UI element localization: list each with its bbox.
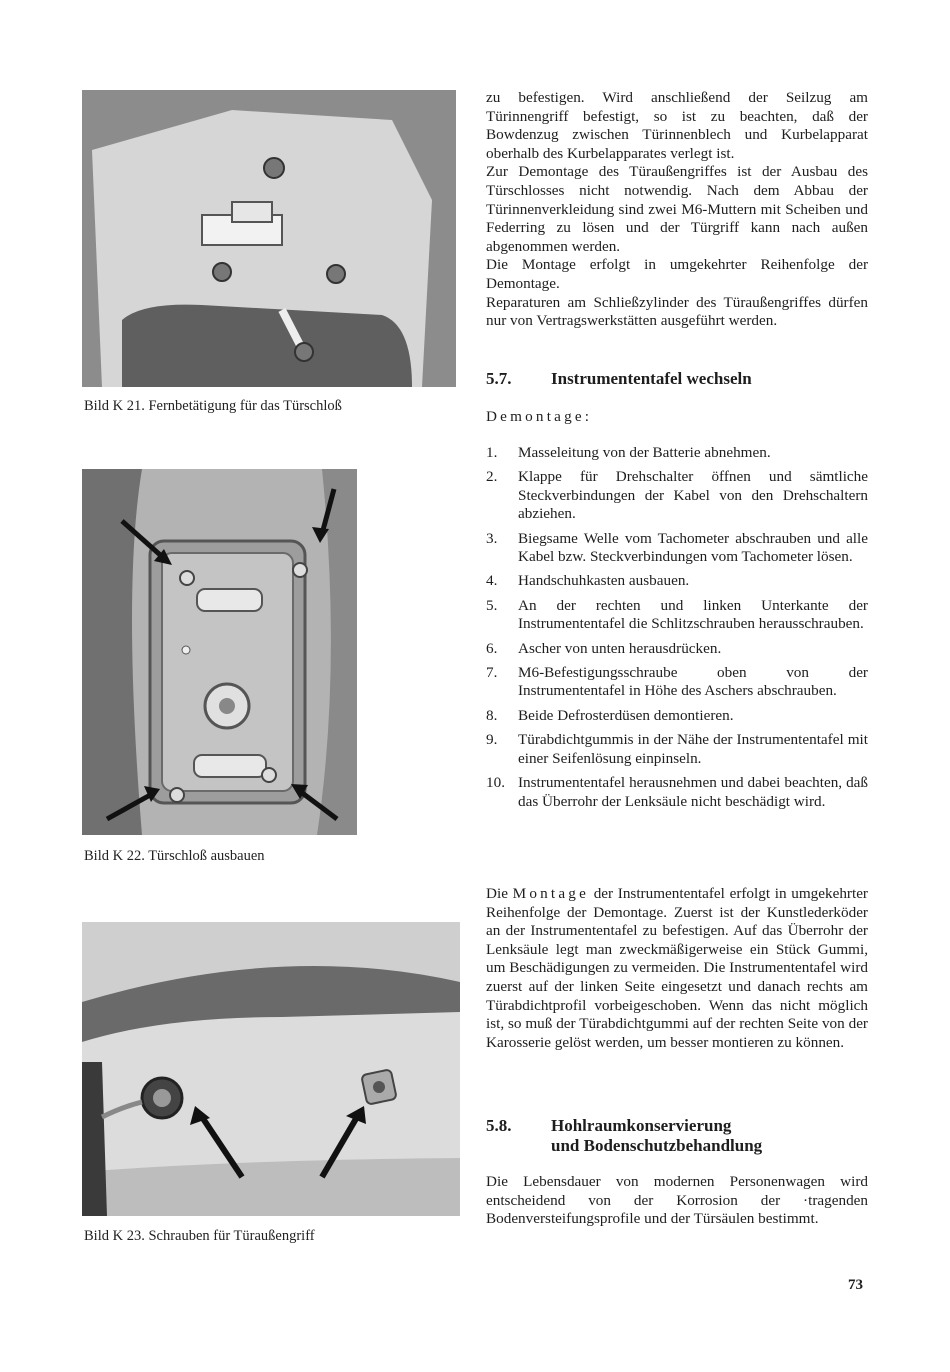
section-58-text <box>486 1173 868 1229</box>
step-text: Biegsame Welle vom Tachometer abschrauben und alle Kabel bzw. Steckverbindungen vom Tachometer lösen. <box>518 529 868 566</box>
montage-paragraph <box>486 885 868 1052</box>
intro-text <box>486 89 868 331</box>
step-text: Masseleitung von der Batterie abnehmen. <box>518 444 771 461</box>
montage-lead: Die <box>486 885 508 902</box>
step-text: Beide Defrosterdüsen demontieren. <box>518 706 734 724</box>
step-text: Handschuhkasten ausbauen. <box>518 572 690 590</box>
section-title <box>551 1116 762 1156</box>
step-text: Ascher von unten herausdrücken. <box>518 639 722 657</box>
step-text: Türabdichtgummis in der Nähe der Instrumententafel mit einer Seifenlösung einpinseln. <box>518 731 868 767</box>
montage-text <box>486 885 868 1052</box>
step-number: 7. <box>486 664 498 682</box>
step-item <box>486 530 868 567</box>
figure-k22-caption: Bild K 22. Türschloß ausbauen <box>84 848 265 864</box>
step-number: 6. <box>486 639 498 657</box>
step-item <box>486 707 868 725</box>
step-number: 9. <box>486 731 498 749</box>
step-text: Instrumententafel herausnehmen und dabei beachten, daß das Überrohr der Lenksäule nicht beschädigt wird. <box>518 774 868 810</box>
step-number: 4. <box>486 572 498 590</box>
intro-paragraph: Zur Demontage des Türaußengriffes ist der Ausbau des Türschlosses nicht notwendig. Nach dem Abbau der Türinnenverkleidung sind zwei M6-Muttern mit Scheiben und Federring zu lösen und der Türgriff kann nach außen abgenommen werden. <box>486 163 868 255</box>
step-item <box>486 640 868 658</box>
step-number: 5. <box>486 596 498 614</box>
figure-k23-caption: Bild K 23. Schrauben für Türaußengriff <box>84 1228 315 1244</box>
section-title-line: Hohlraumkonservierung <box>551 1116 732 1135</box>
section-number: 5.7. <box>486 369 512 388</box>
intro-paragraph: Reparaturen am Schließzylinder des Türaußengriffes dürfen nur von Vertragswerkstätten ausgeführt werden. <box>486 293 868 330</box>
figure-k21-caption: Bild K 21. Fernbetätigung für das Türschloß <box>84 398 342 414</box>
subheading-demontage: Demontage: <box>486 408 593 425</box>
step-number: 8. <box>486 706 498 724</box>
section-number: 5.8. <box>486 1116 512 1135</box>
step-item <box>486 444 868 462</box>
page-number: 73 <box>848 1277 863 1293</box>
figure-k23-photo <box>82 922 460 1216</box>
step-item <box>486 597 868 634</box>
step-item <box>486 572 868 590</box>
step-item <box>486 731 868 768</box>
montage-word: Montage <box>512 885 590 902</box>
step-text: M6-Befestigungsschraube oben von der Instrumententafel in Höhe des Aschers abschrauben. <box>518 664 868 700</box>
step-text: An der rechten und linken Unterkante der Instrumententafel die Schlitzschrauben herausschrauben. <box>518 596 868 633</box>
step-text: Klappe für Drehschalter öffnen und sämtliche Steckverbindungen der Kabel von den Drehschaltern abziehen. <box>518 468 868 523</box>
step-item <box>486 664 868 701</box>
step-number: 1. <box>486 444 498 461</box>
demontage-steps <box>486 444 868 811</box>
section-58-paragraph: Die Lebensdauer von modernen Personenwagen wird entscheidend von der Korrosion der ·tragenden Bodenversteifungsprofile und der Türsäulen bestimmt. <box>486 1173 868 1228</box>
intro-paragraph: zu befestigen. Wird anschließend der Seilzug am Türinnengriff befestigt, so ist zu beachten, daß der Bowdenzug zwischen Türinnenblech und Kurbelapparat oberhalb des Kurbelapparates verlegt ist. <box>486 89 868 162</box>
section-title: Instrumententafel wechseln <box>551 369 752 388</box>
figure-k22-photo <box>82 469 357 835</box>
montage-body: der Instrumententafel erfolgt in umgekehrter Reihenfolge der Demontage. Zuerst ist der Kunstlederköder an der Instrumententafel zu befestigen. Auf das Überrohr der Lenksäule legt man zweckmäßigerweise ein Stück Gummi, um Beschädigungen zu vermeiden. Die Instrumententafel wird zuerst auf der linken Seite eingesetzt und danach rechts am Türabdichtprofil vorbeigeschoben. Wenn das nicht möglich ist, so muß der Türabdichtgummi auf der rechten Seite von der Karosserie gelöst werden, um besser montieren zu können. <box>486 885 868 1051</box>
intro-paragraph: Die Montage erfolgt in umgekehrter Reihenfolge der Demontage. <box>486 256 868 292</box>
step-item <box>486 468 868 523</box>
step-number: 3. <box>486 529 498 547</box>
figure-k21-photo <box>82 90 456 387</box>
step-number: 10. <box>486 774 505 792</box>
section-title-line: und Bodenschutzbehandlung <box>551 1136 763 1155</box>
step-number: 2. <box>486 468 498 486</box>
step-item <box>486 774 868 811</box>
